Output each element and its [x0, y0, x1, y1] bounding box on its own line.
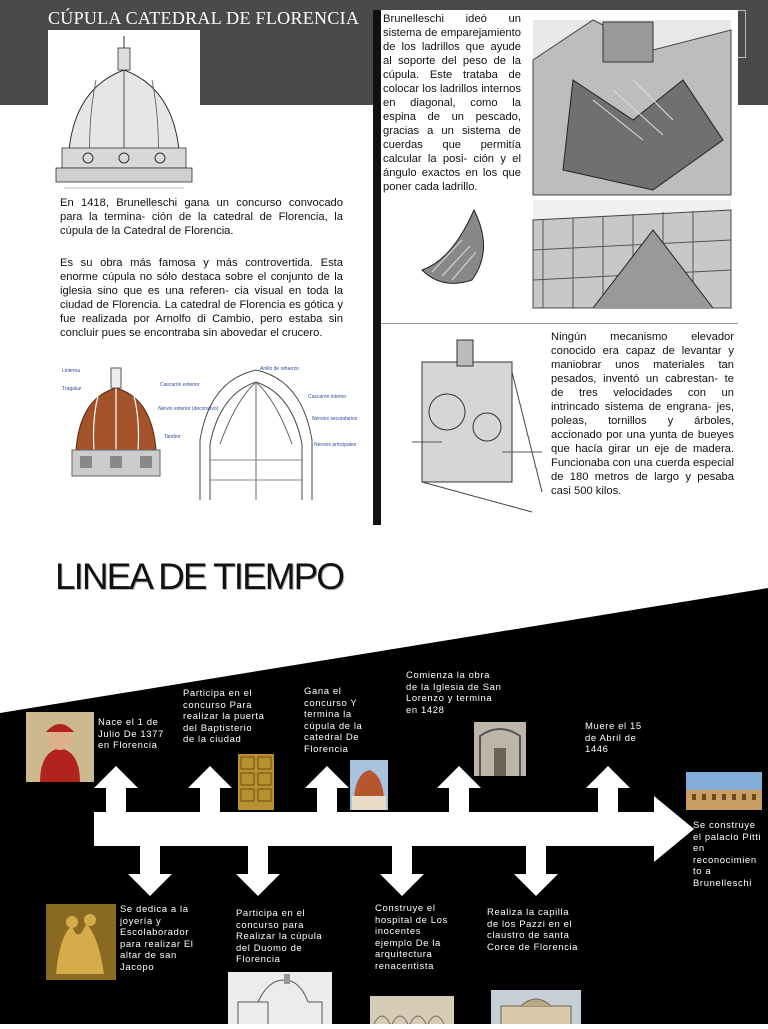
label-cascaron-interno: Cascarón interno: [308, 394, 347, 400]
san-lorenzo-interior-photo: [474, 722, 526, 776]
event-pitti-palace: Se construye el palacio Pitti en reconocimien to a Brunelleschi: [693, 820, 762, 889]
brunelleschi-portrait-image: [26, 712, 94, 782]
label-linterna: Linterna: [62, 368, 81, 374]
page-title: CÚPULA CATEDRAL DE FLORENCIA: [48, 8, 360, 28]
arrow-down-4: [514, 846, 558, 896]
event-san-lorenzo: Comienza la obra de la Iglesia de San Lorenzo y termina en 1428: [406, 670, 502, 716]
event-dome-win: Gana el concurso Y termina la cúpula de la catedral De Florencia: [304, 686, 363, 755]
san-jacopo-altar-image: [46, 904, 116, 980]
pitti-palace-photo: [686, 772, 762, 810]
event-death: Muere el 15 de Abril de 1446: [585, 721, 642, 755]
right-panel-divider: [381, 323, 738, 324]
label-anillo: Anillo de refuerzo: [260, 366, 299, 372]
dome-engraving-image: [48, 30, 200, 192]
arrow-down-1: [128, 846, 172, 896]
label-tambor: Tambor: [164, 434, 181, 440]
label-tragaluz: Tragaluz: [62, 386, 82, 392]
duomo-drawing-image: [228, 972, 332, 1024]
fishbone-pattern-image: [402, 200, 498, 308]
arrow-up-1: [94, 766, 138, 816]
description-paragraph: Es su obra más famosa y más controvertida. Esta enorme cúpula no sólo destaca sobre el conjunto de la iglesia sino que es una referen- cia visual en toda la ciudad de Florencia. La catedral de Florencia es gótica y fue realizada por Arnolfo di Cambio, pero estaba sin concluir pues se encontraba sin abovedar el crucero.: [60, 257, 343, 339]
intro-paragraph: En 1418, Brunelleschi gana un concurso convocado para la termina- ción de la catedral de Florencia, la cúpula de la Catedral de Florencia.: [60, 197, 343, 237]
arrow-up-5: [586, 766, 630, 816]
event-pazzi-chapel: Realiza la capilla de los Pazzi en el claustro de santa Corce de Florencia: [487, 907, 579, 953]
baptistery-doors-image: [238, 754, 274, 810]
hoist-machine-image: [402, 332, 548, 517]
event-duomo-contest: Participa en el concurso para Realizar la cúpula del Duomo de Florencia: [236, 908, 323, 965]
column-divider: [373, 10, 381, 525]
arrow-up-3: [305, 766, 349, 816]
label-nervios-principales: Nervios principales: [314, 442, 357, 448]
event-baptistery-contest: Participa en el concurso Para realizar la puerta del Baptisterio de la ciudad: [183, 688, 265, 745]
brick-system-paragraph: Brunelleschi ideó un sistema de emparejamiento de los ladrillos que ayude al soporte del peso de la cúpula. Este trataba de colocar los ladrillos internos en diagonal, como la espina de un pescado, gracias a un sistema de cuerdas que permitía calcular la posi- ción y el ángulo exactos en los que poner cada ladrillo.: [383, 13, 521, 193]
innocenti-hospital-photo: [370, 996, 454, 1024]
pazzi-chapel-photo: [491, 990, 581, 1024]
dome-structure-diagram: [60, 360, 358, 505]
scaffold-drawing-image: [533, 200, 731, 308]
event-san-jacopo-altar: Se dedica a la joyería y Escolaborador para realizar El altar de san Jacopo: [120, 904, 194, 973]
event-innocenti-hospital: Construye el hospital de Los inocentes ejemplo De la arquitectura renacentista: [375, 903, 448, 972]
cathedral-dome-photo: [350, 760, 388, 810]
hoist-paragraph: Ningún mecanismo elevador conocido era capaz de levantar y maniobrar unos materiales tan pesados, inventó un cabrestan- te de tres velocidades con un intrincado sistema de engrana- jes, poleas, tornillos y árboles, accionado por una yunta de bueyes que hacía girar un eje de madera. Funcionaba con una cuerda especial de 180 metros de largo y pesaba casi 500 kilos.: [551, 331, 734, 497]
arrow-up-2: [188, 766, 232, 816]
event-birth: Nace el 1 de Julio De 1377 en Florencia: [98, 717, 164, 751]
arrow-down-3: [380, 846, 424, 896]
label-nervios-secundarios: Nervios secundarios: [312, 416, 358, 422]
brick-pattern-image: [533, 20, 731, 195]
label-nervio-exterior: Nervio exterior (decorativo): [158, 406, 219, 412]
label-cascaron-exterior: Cascarón exterior: [160, 382, 200, 388]
arrow-down-2: [236, 846, 280, 896]
timeline-title: LINEA DE TIEMPO: [55, 556, 344, 597]
